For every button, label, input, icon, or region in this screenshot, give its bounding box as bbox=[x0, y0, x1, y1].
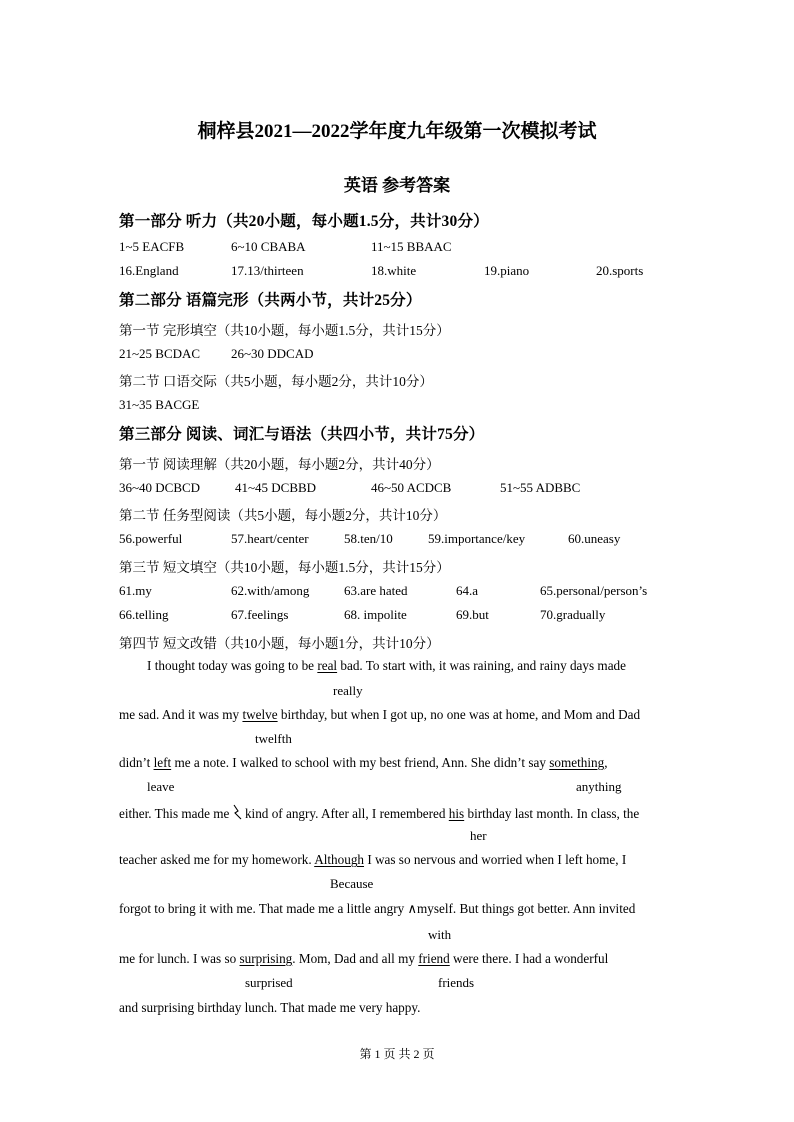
part3-sec3-heading: 第三节 短文填空（共10小题，每小题1.5分，共计15分） bbox=[119, 560, 450, 575]
answer-62: 62.with/among bbox=[231, 583, 310, 598]
answer-51-55: 51~55 ADBBC bbox=[500, 480, 581, 495]
passage-text: I was so nervous and worried when I left home, I bbox=[364, 852, 627, 867]
error-word: something bbox=[549, 755, 605, 770]
passage-text: teacher asked me for my homework. bbox=[119, 852, 315, 867]
passage-text: myself. But things got better. Ann invited bbox=[417, 901, 636, 916]
error-word: his bbox=[448, 806, 465, 821]
passage-text: bad. To start with, it was raining, and rainy days made bbox=[337, 658, 626, 673]
answer-36-40: 36~40 DCBCD bbox=[119, 480, 201, 495]
passage-text: kind of angry. After all, I remembered bbox=[241, 806, 449, 821]
answer-68: 68. impolite bbox=[344, 607, 407, 622]
answer-59: 59.importance/key bbox=[428, 531, 526, 546]
passage-line-7 bbox=[119, 951, 608, 967]
answer-63: 63.are hated bbox=[344, 583, 408, 598]
correction: leave bbox=[147, 779, 175, 794]
answer-6-10: 6~10 CBABA bbox=[231, 239, 306, 254]
passage-text: . Mom, Dad and all my bbox=[292, 951, 419, 966]
answer-57: 57.heart/center bbox=[231, 531, 309, 546]
passage-line-6 bbox=[119, 901, 635, 917]
answer-18: 18.white bbox=[371, 263, 417, 278]
passage-line-5 bbox=[119, 852, 626, 868]
part2-heading: 第二部分 语篇完形（共两小节，共计25分） bbox=[119, 292, 422, 309]
part3-sec1-heading: 第一节 阅读理解（共20小题，每小题2分，共计40分） bbox=[119, 457, 440, 472]
passage-text: me sad. And it was my bbox=[119, 707, 243, 722]
passage-text: I thought today was going to be bbox=[147, 658, 318, 673]
passage-text: either. This made me bbox=[119, 806, 233, 821]
passage-text: me for lunch. I was so bbox=[119, 951, 240, 966]
answer-17: 17.13/thirteen bbox=[231, 263, 304, 278]
answer-11-15: 11~15 BBAAC bbox=[371, 239, 452, 254]
part2-sec2-heading: 第二节 口语交际（共5小题，每小题2分，共计10分） bbox=[119, 374, 433, 389]
answer-21-25: 21~25 BCDAC bbox=[119, 346, 201, 361]
error-word: friend bbox=[418, 951, 450, 966]
answer-26-30: 26~30 DDCAD bbox=[231, 346, 314, 361]
part2-sec1-heading: 第一节 完形填空（共10小题，每小题1.5分，共计15分） bbox=[119, 323, 450, 338]
delete-mark-icon bbox=[233, 804, 242, 818]
answer-70: 70.gradually bbox=[540, 607, 606, 622]
answer-56: 56.powerful bbox=[119, 531, 183, 546]
error-word: left bbox=[153, 755, 172, 770]
error-word: Although bbox=[314, 852, 365, 867]
error-word: twelve bbox=[242, 707, 278, 722]
answer-1-5: 1~5 EACFB bbox=[119, 239, 185, 254]
correction: Because bbox=[330, 876, 374, 891]
part1-heading: 第一部分 听力（共20小题，每小题1.5分，共计30分） bbox=[119, 213, 489, 230]
passage-line-4 bbox=[119, 804, 639, 822]
error-word: surprising bbox=[239, 951, 293, 966]
correction: really bbox=[333, 683, 363, 698]
answer-65: 65.personal/person’s bbox=[540, 583, 648, 598]
correction: anything bbox=[576, 779, 622, 794]
correction: surprised bbox=[245, 975, 293, 990]
passage-text: didn’t bbox=[119, 755, 154, 770]
insert-caret-icon: ∧ bbox=[407, 901, 417, 916]
part3-sec4-heading: 第四节 短文改错（共10小题，每小题1分，共计10分） bbox=[119, 636, 440, 651]
passage-text: were there. I had a wonderful bbox=[449, 951, 609, 966]
passage-text: me a note. I walked to school with my best friend, Ann. She didn’t say bbox=[171, 755, 550, 770]
answer-58: 58.ten/10 bbox=[344, 531, 393, 546]
answer-60: 60.uneasy bbox=[568, 531, 621, 546]
answer-69: 69.but bbox=[456, 607, 489, 622]
answer-66: 66.telling bbox=[119, 607, 169, 622]
correction: her bbox=[470, 828, 487, 843]
answer-20: 20.sports bbox=[596, 263, 644, 278]
part3-sec2-heading: 第二节 任务型阅读（共5小题，每小题2分，共计10分） bbox=[119, 508, 447, 523]
answer-67: 67.feelings bbox=[231, 607, 289, 622]
part3-heading: 第三部分 阅读、词汇与语法（共四小节，共计75分） bbox=[119, 426, 485, 443]
passage-line-8: and surprising birthday lunch. That made me very happy. bbox=[119, 1000, 421, 1015]
passage-text: , bbox=[604, 755, 608, 770]
passage-line-2 bbox=[119, 707, 640, 723]
passage-text: birthday, but when I got up, no one was at home, and Mom and Dad bbox=[277, 707, 641, 722]
page-footer: 第 1 页 共 2 页 bbox=[359, 1047, 435, 1061]
correction: with bbox=[428, 927, 452, 942]
answer-19: 19.piano bbox=[484, 263, 530, 278]
correction: twelfth bbox=[255, 731, 292, 746]
answer-61: 61.my bbox=[119, 583, 152, 598]
answer-16: 16.England bbox=[119, 263, 179, 278]
error-word: real bbox=[317, 658, 338, 673]
passage-line-1 bbox=[147, 658, 626, 674]
correction: friends bbox=[438, 975, 475, 990]
passage-text: birthday last month. In class, the bbox=[464, 806, 640, 821]
passage-text: forgot to bring it with me. That made me a little angry bbox=[119, 901, 408, 916]
answer-64: 64.a bbox=[456, 583, 479, 598]
answer-31-35: 31~35 BACGE bbox=[119, 397, 200, 412]
exam-title: 桐梓县2021—2022学年度九年级第一次模拟考试 bbox=[197, 121, 597, 142]
answer-46-50: 46~50 ACDCB bbox=[371, 480, 452, 495]
passage-line-3 bbox=[119, 755, 608, 771]
answer-41-45: 41~45 DCBBD bbox=[235, 480, 317, 495]
answer-key-subtitle: 英语 参考答案 bbox=[343, 176, 451, 195]
